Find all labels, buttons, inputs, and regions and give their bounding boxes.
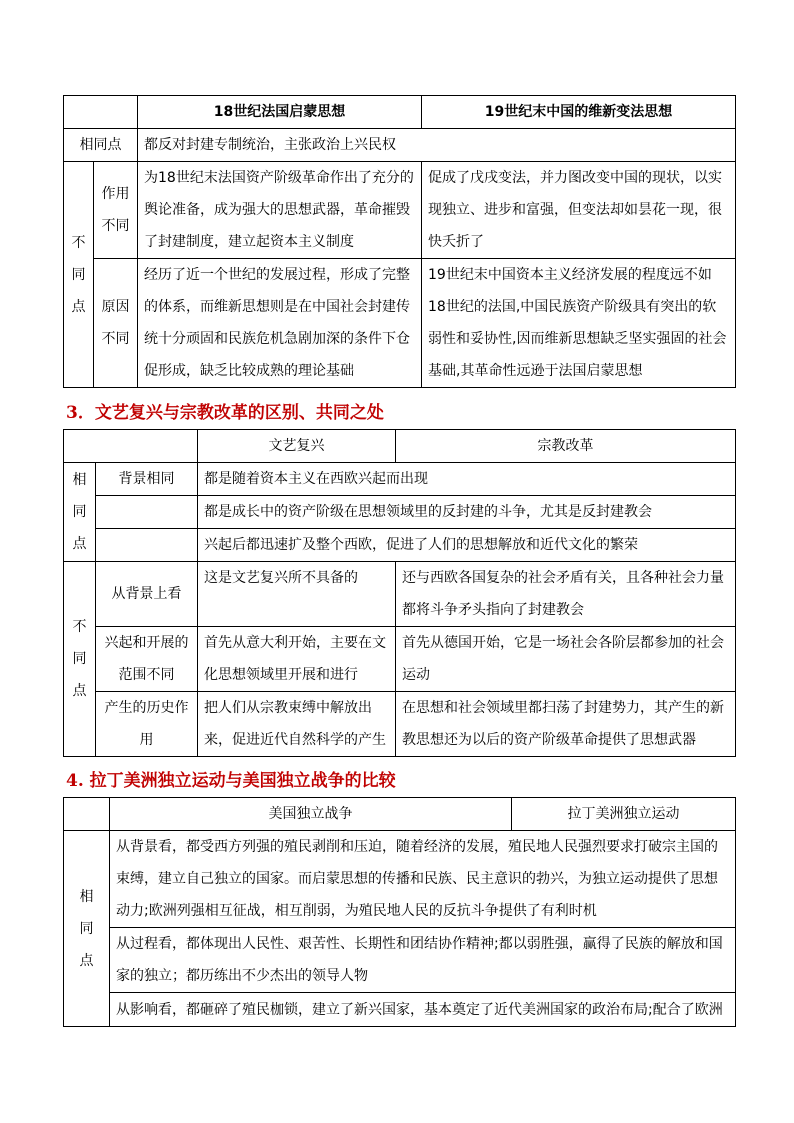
comparison-table-enlightenment (63, 95, 736, 388)
table2-rise-renaissance: 首先从意大利开始，主要在文化思想领域里开展和进行 (198, 627, 396, 692)
table3-header-us: 美国独立战争 (110, 798, 512, 831)
table2-empty-label-3 (96, 529, 198, 562)
table2-same-1: 都是随着资本主义在西欧兴起而出现 (198, 463, 736, 496)
table2-effect-renaissance: 把人们从宗教束缚中解放出来，促进近代自然科学的产生 (198, 692, 396, 757)
table3-same-3: 从影响看，都砸碎了殖民枷锁，建立了新兴国家，基本奠定了近代美洲国家的政治布局;配合了欧洲 (110, 993, 736, 1027)
comparison-table-renaissance (63, 429, 736, 757)
table2-header-reformation: 宗教改革 (396, 430, 736, 463)
table1-header-french-enlightenment: 18世纪法国启蒙思想 (138, 96, 422, 129)
table3-same-1: 从背景看，都受西方列强的殖民剥削和压迫，随着经济的发展，殖民地人民强烈要求打破宗主国的束缚，建立自己独立的国家。而启蒙思想的传播和民族、民主意识的勃兴，为独立运动提供了思想动力;欧洲列强相互征战，相互削弱，为殖民地人民的反抗斗争提供了有利时机 (110, 831, 736, 928)
table1-same-label: 相同点 (64, 129, 138, 162)
table3-same-label: 相 同 点 (64, 831, 110, 1027)
table2-same-3: 兴起后都迅速扩及整个西欧，促进了人们的思想解放和近代文化的繁荣 (198, 529, 736, 562)
table2-rise-reformation: 首先从德国开始，它是一场社会各阶层都参加的社会运动 (396, 627, 736, 692)
table1-same-text: 都反对封建专制统治，主张政治上兴民权 (138, 129, 736, 162)
table3-header-latin: 拉丁美洲独立运动 (512, 798, 736, 831)
table3-corner-cell (64, 798, 110, 831)
table2-same-2: 都是成长中的资产阶级在思想领域里的反封建的斗争，尤其是反封建教会 (198, 496, 736, 529)
table1-role-label: 作用 不同 (94, 162, 138, 259)
table1-cause-label: 原因 不同 (94, 259, 138, 388)
table2-diff-label: 不 同 点 (64, 562, 96, 757)
table2-header-renaissance: 文艺复兴 (198, 430, 396, 463)
table2-effect-label: 产生的历史作用 (96, 692, 198, 757)
table1-header-chinese-reform: 19世纪末中国的维新变法思想 (422, 96, 736, 129)
table1-role-french: 为18世纪末法国资产阶级革命作出了充分的舆论准备，成为强大的思想武器，革命摧毁了封建制度，建立起资本主义制度 (138, 162, 422, 259)
table2-bg-renaissance: 这是文艺复兴所不具备的 (198, 562, 396, 627)
table2-effect-reformation: 在思想和社会领域里都扫荡了封建势力，其产生的新教思想还为以后的资产阶级革命提供了思想武器 (396, 692, 736, 757)
table2-bg-reformation: 还与西欧各国复杂的社会矛盾有关，且各种社会力量都将斗争矛头指向了封建教会 (396, 562, 736, 627)
table1-cause-chinese: 19世纪末中国资本主义经济发展的程度远不如18世纪的法国,中国民族资产阶级具有突出的软弱性和妥协性,因而维新思想缺乏坚实强固的社会基础,其革命性远逊于法国启蒙思想 (422, 259, 736, 388)
section-heading-renaissance-reformation: 3．文艺复兴与宗教改革的区别、共同之处 (66, 403, 384, 423)
section-heading-latin-america: 4. 拉丁美洲独立运动与美国独立战争的比较 (66, 771, 396, 791)
table2-rise-label: 兴起和开展的范围不同 (96, 627, 198, 692)
table2-same-label: 相 同 点 (64, 463, 96, 562)
table2-bg-label: 从背景上看 (96, 562, 198, 627)
table1-corner-cell (64, 96, 138, 129)
table1-diff-label: 不 同 点 (64, 162, 94, 388)
table1-role-chinese: 促成了戊戌变法，并力图改变中国的现状，以实现独立、进步和富强，但变法却如昙花一现，很快夭折了 (422, 162, 736, 259)
table2-bg-same-label: 背景相同 (96, 463, 198, 496)
table1-cause-french: 经历了近一个世纪的发展过程，形成了完整的体系，而维新思想则是在中国社会封建传统十分顽固和民族危机急剧加深的条件下仓促形成，缺乏比较成熟的理论基础 (138, 259, 422, 388)
table3-same-2: 从过程看，都体现出人民性、艰苦性、长期性和团结协作精神;都以弱胜强，赢得了民族的解放和国家的独立；都历练出不少杰出的领导人物 (110, 928, 736, 993)
comparison-table-independence (63, 797, 736, 1027)
table2-corner-cell (64, 430, 198, 463)
table2-empty-label-2 (96, 496, 198, 529)
